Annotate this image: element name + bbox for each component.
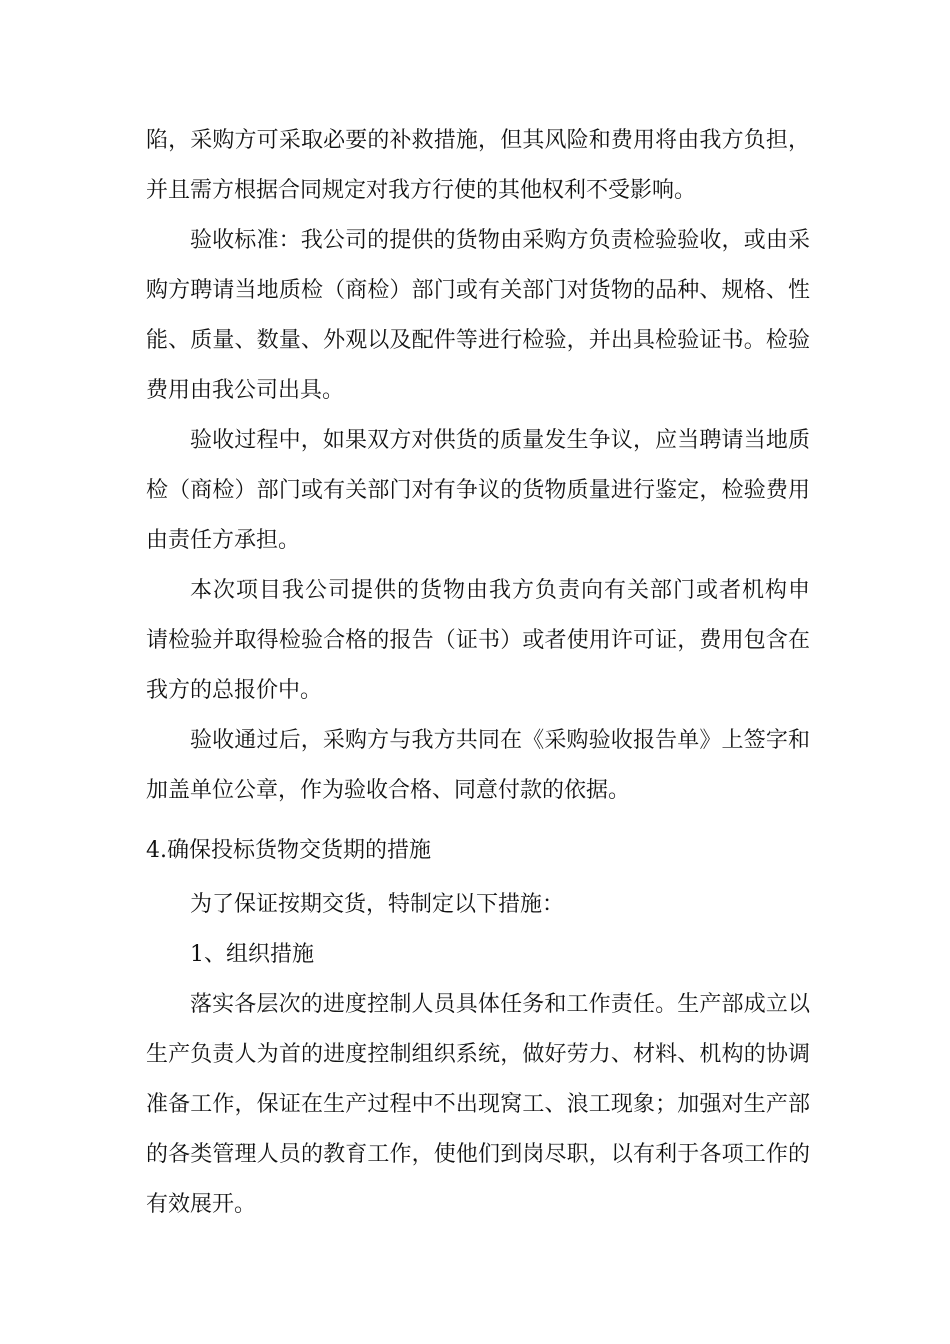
- paragraph-dispute: [146, 416, 810, 566]
- text-line: 购方聘请当地质检（商检）部门或有关部门对货物的品种、规格、性: [146, 278, 810, 303]
- subheading: 1、组织措施: [190, 942, 314, 967]
- text-line: 验收标准：我公司的提供的货物由采购方负责检验验收，或由采: [190, 228, 810, 253]
- section-heading: 4.确保投标货物交货期的措施: [146, 838, 431, 863]
- paragraph-organization-measures: [146, 980, 810, 1230]
- intro-line: 为了保证按期交货，特制定以下措施：: [190, 892, 565, 917]
- text-line: 有效展开。: [146, 1192, 257, 1217]
- paragraph-continuation: [146, 116, 810, 216]
- text-line: 准备工作，保证在生产过程中不出现窝工、浪工现象；加强对生产部: [146, 1092, 810, 1117]
- paragraph-inspection: [146, 566, 810, 716]
- text-line: 费用由我公司出具。: [146, 378, 345, 403]
- text-line: 检（商检）部门或有关部门对有争议的货物质量进行鉴定，检验费用: [146, 478, 810, 503]
- text-line: 陷，采购方可采取必要的补救措施，但其风险和费用将由我方负担，: [146, 128, 810, 153]
- text-line: 落实各层次的进度控制人员具体任务和工作责任。生产部成立以: [190, 992, 810, 1017]
- text-line: 验收过程中，如果双方对供货的质量发生争议，应当聘请当地质: [190, 428, 810, 453]
- text-line: 的各类管理人员的教育工作，使他们到岗尽职，以有利于各项工作的: [146, 1142, 810, 1167]
- text-line: 请检验并取得检验合格的报告（证书）或者使用许可证，费用包含在: [146, 628, 810, 653]
- text-line: 加盖单位公章，作为验收合格、同意付款的依据。: [146, 778, 631, 803]
- text-line: 由责任方承担。: [146, 528, 301, 553]
- paragraph-acceptance-standard: [146, 216, 810, 416]
- text-line: 生产负责人为首的进度控制组织系统，做好劳力、材料、机构的协调: [146, 1042, 810, 1067]
- document-body: [146, 116, 810, 1230]
- text-line: 能、质量、数量、外观以及配件等进行检验，并出具检验证书。检验: [146, 328, 810, 353]
- paragraph-signing: [146, 716, 810, 816]
- text-line: 我方的总报价中。: [146, 678, 323, 703]
- text-line: 验收通过后，采购方与我方共同在《采购验收报告单》上签字和: [190, 728, 810, 753]
- text-line: 并且需方根据合同规定对我方行使的其他权利不受影响。: [146, 178, 697, 203]
- text-line: 本次项目我公司提供的货物由我方负责向有关部门或者机构申: [190, 578, 810, 603]
